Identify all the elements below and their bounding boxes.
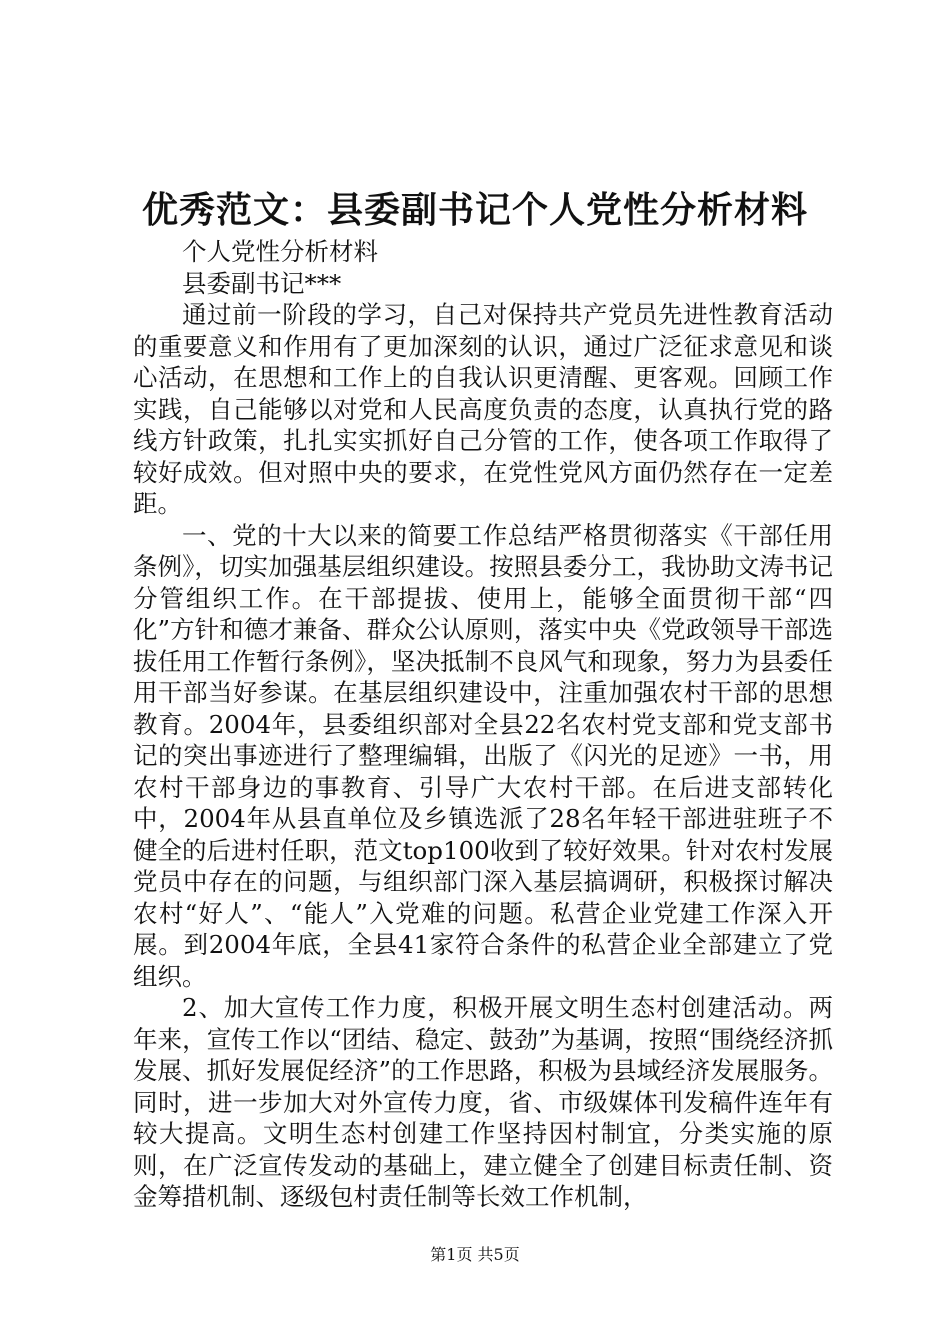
paragraph-intro: 通过前一阶段的学习，自己对保持共产党员先进性教育活动的重要意义和作用有了更加深刻的认识，通过广泛征求意见和谈心活动，在思想和工作上的自我认识更清醒、更客观。回顾工作实践，自己能够以对党和人民高度负责的态度，认真执行党的路线方针政策，扎扎实实抓好自己分管的工作，使各项工作取得了较好成效。但对照中央的要求，在党性党风方面仍然存在一定差距。 xyxy=(133,300,833,518)
author-line: 县委副书记*** xyxy=(182,268,342,298)
page-footer: 第1页 共5页 xyxy=(430,1245,520,1264)
document-title: 优秀范文：县委副书记个人党性分析材料 xyxy=(141,189,808,231)
paragraph-section-2: 2、加大宣传工作力度，积极开展文明生态村创建活动。两年来，宣传工作以“团结、稳定、鼓劲”为基调，按照“围绕经济抓发展、抓好发展促经济”的工作思路，积极为县域经济发展服务。同时，进一步加大对外宣传力度，省、市级媒体刊发稿件连年有较大提高。文明生态村创建工作坚持因村制宜，分类实施的原则，在广泛宣传发动的基础上，建立健全了创建目标责任制、资金筹措机制、逐级包村责任制等长效工作机制， xyxy=(133,993,833,1211)
document-body xyxy=(133,236,833,1213)
paragraph-section-1: 一、党的十大以来的简要工作总结严格贯彻落实《干部任用条例》，切实加强基层组织建设。按照县委分工，我协助文涛书记分管组织工作。在干部提拔、使用上，能够全面贯彻干部“四化”方针和德才兼备、群众公认原则，落实中央《党政领导干部选拔任用工作暂行条例》，坚决抵制不良风气和现象，努力为县委任用干部当好参谋。在基层组织建设中，注重加强农村干部的思想教育。2004年，县委组织部对全县22名农村党支部和党支部书记的突出事迹进行了整理编辑，出版了《闪光的足迹》一书，用农村干部身边的事教育、引导广大农村干部。在后进支部转化中，2004年从县直单位及乡镇选派了28名年轻干部进驻班子不健全的后进村任职，范文top100收到了较好效果。针对农村发展党员中存在的问题，与组织部门深入基层搞调研，积极探讨解决农村“好人”、“能人”入党难的问题。私营企业党建工作深入开展。到2004年底，全县41家符合条件的私营企业全部建立了党组织。 xyxy=(133,520,833,991)
subtitle: 个人党性分析材料 xyxy=(182,237,378,266)
